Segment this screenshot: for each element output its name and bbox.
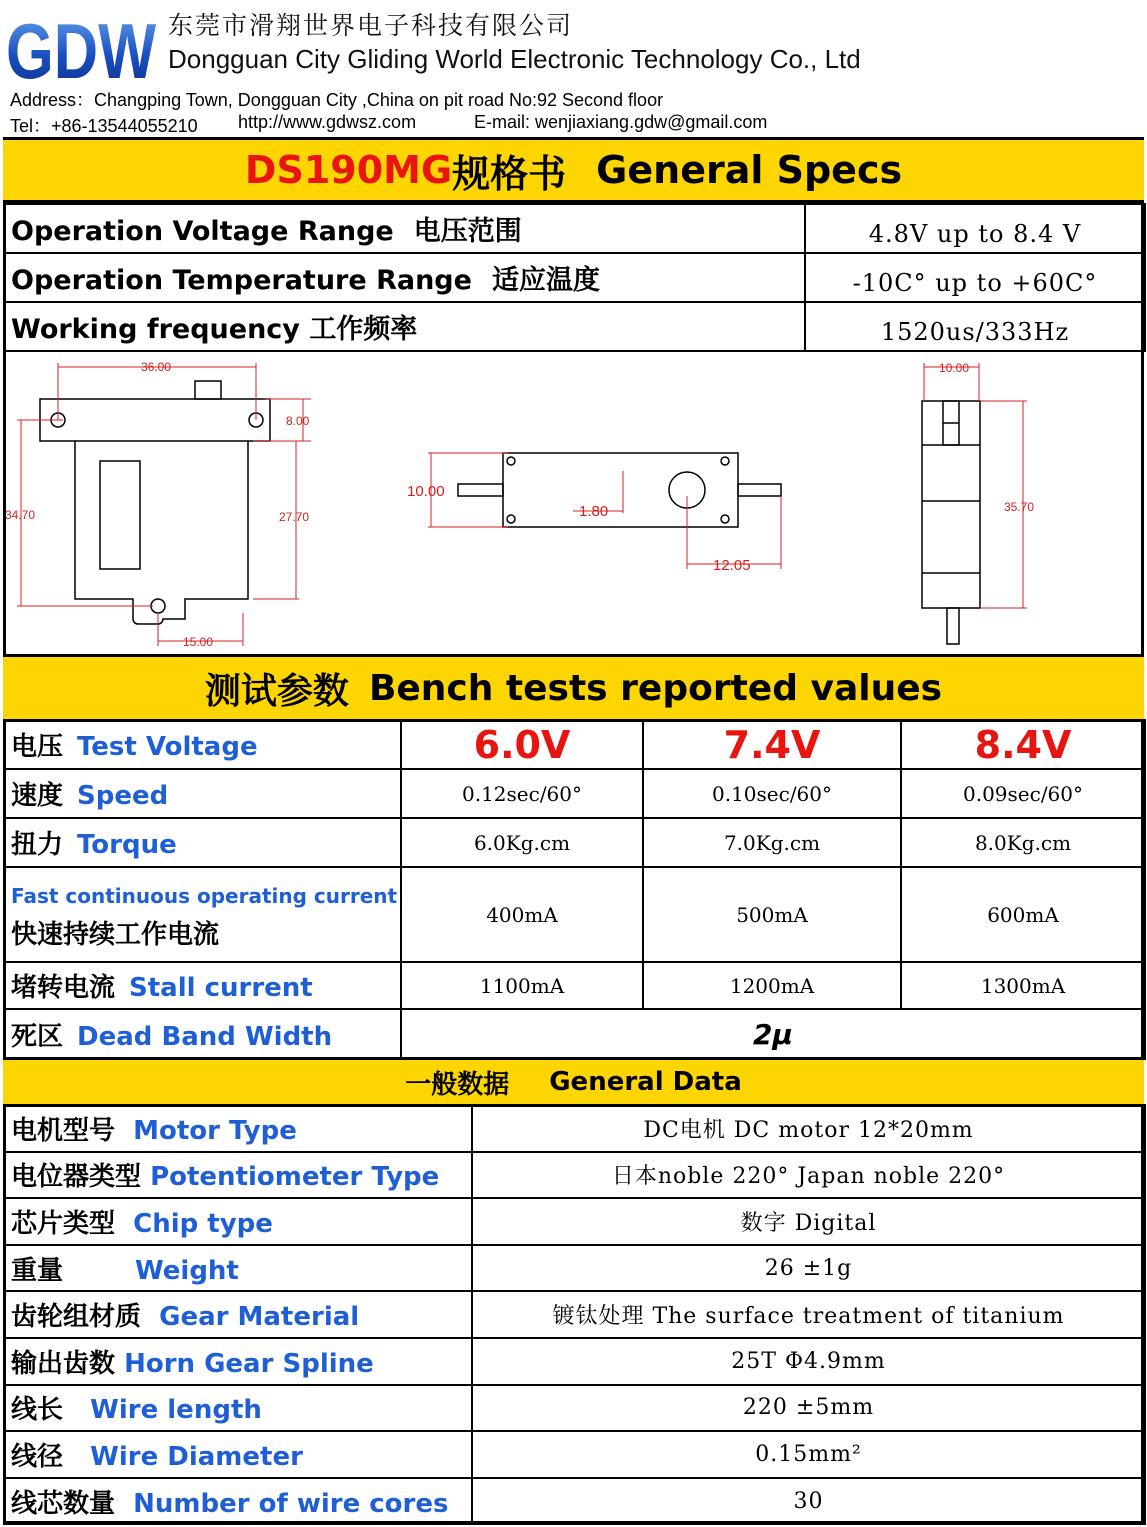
side-view-drawing	[922, 401, 980, 644]
front-view-drawing	[40, 381, 270, 624]
speed-value: 0.12sec/60°	[401, 769, 643, 818]
voltage-value: 7.4V	[643, 720, 901, 769]
chip-type-value: 数字 Digital	[472, 1198, 1145, 1245]
wire-diameter-value: 0.15mm²	[472, 1431, 1145, 1478]
general-title-cn: 一般数据	[405, 1069, 510, 1100]
general-title-en: General Data	[549, 1067, 742, 1097]
gear-material-label: 齿轮组材质 Gear Material	[4, 1291, 472, 1338]
gear-material-value: 镀钛处理 The surface treatment of titanium	[472, 1291, 1145, 1338]
table-row	[4, 818, 1145, 867]
dimension-drawings	[3, 351, 1144, 654]
spec-value: 4.8V up to 8.4 V	[805, 204, 1145, 253]
table-row	[4, 720, 1145, 769]
stall-current-label: 堵转电流 Stall current	[4, 962, 401, 1009]
stall-current-value: 1300mA	[901, 962, 1145, 1009]
chip-type-label: 芯片类型 Chip type	[4, 1198, 472, 1245]
potentiometer-type-value: 日本noble 220° Japan noble 220°	[472, 1152, 1145, 1199]
table-row	[4, 1152, 1145, 1199]
horn-gear-spline-label: 输出齿数 Horn Gear Spline	[4, 1338, 472, 1385]
voltage-value: 6.0V	[401, 720, 643, 769]
table-row	[4, 867, 1145, 962]
weight-label: 重量 Weight	[4, 1245, 472, 1292]
bench-tests-table	[3, 719, 1146, 1060]
motor-type-label: 电机型号 Motor Type	[4, 1105, 472, 1152]
general-specs-table	[3, 203, 1146, 352]
svg-text:36.00: 36.00	[141, 360, 172, 374]
svg-text:10.00: 10.00	[407, 483, 445, 500]
stall-current-value: 1100mA	[401, 962, 643, 1009]
table-row	[4, 1478, 1145, 1525]
svg-text:35.70: 35.70	[1004, 500, 1035, 514]
general-specs-title	[3, 137, 1144, 203]
table-row	[4, 769, 1145, 818]
svg-text:10.00: 10.00	[939, 361, 970, 375]
table-row	[4, 302, 1145, 351]
table-row	[4, 1198, 1145, 1245]
side-view-labels	[939, 361, 1034, 514]
table-row	[4, 1431, 1145, 1478]
voltage-value: 8.4V	[901, 720, 1145, 769]
operating-current-value: 400mA	[401, 867, 643, 962]
svg-text:27.70: 27.70	[279, 510, 310, 524]
spec-label: Operation Temperature Range 适应温度	[4, 253, 805, 302]
speed-value: 0.09sec/60°	[901, 769, 1145, 818]
table-row	[4, 253, 1145, 302]
general-data-table	[3, 1104, 1146, 1525]
table-row	[4, 1385, 1145, 1432]
dead-band-label: 死区 Dead Band Width	[4, 1009, 401, 1059]
wire-length-value: 220 ±5mm	[472, 1385, 1145, 1432]
company-address: Address：Changping Town, Dongguan City ,China on pit road No:92 Second floor	[10, 90, 664, 110]
table-row	[4, 1105, 1145, 1152]
stall-current-value: 1200mA	[643, 962, 901, 1009]
spec-title-cn: 规格书	[452, 151, 567, 196]
table-row	[4, 1291, 1145, 1338]
operating-current-label: Fast continuous operating current 快速持续工作电流	[4, 867, 401, 962]
company-name-en: Dongguan City Gliding World Electronic Technology Co., Ltd	[168, 44, 861, 74]
speed-value: 0.10sec/60°	[643, 769, 901, 818]
operating-current-value: 600mA	[901, 867, 1145, 962]
motor-type-value: DC电机 DC motor 12*20mm	[472, 1105, 1145, 1152]
general-data-title	[3, 1057, 1144, 1107]
table-row	[4, 1338, 1145, 1385]
bench-title-cn: 测试参数	[204, 670, 349, 712]
potentiometer-type-label: 电位器类型 Potentiometer Type	[4, 1152, 472, 1199]
torque-label: 扭力 Torque	[4, 818, 401, 867]
speed-label: 速度 Speed	[4, 769, 401, 818]
voltage-label: 电压 Test Voltage	[4, 720, 401, 769]
wire-length-label: 线长 Wire length	[4, 1385, 472, 1432]
torque-value: 6.0Kg.cm	[401, 818, 643, 867]
horn-gear-spline-value: 25T Φ4.9mm	[472, 1338, 1145, 1385]
svg-text:12.05: 12.05	[713, 557, 751, 574]
torque-value: 8.0Kg.cm	[901, 818, 1145, 867]
spec-value: -10C° up to +60C°	[805, 253, 1145, 302]
gdw-logo	[4, 6, 158, 95]
wire-cores-value: 30	[472, 1478, 1145, 1525]
weight-value: 26 ±1g	[472, 1245, 1145, 1292]
email-link[interactable]: E-mail: wenjiaxiang.gdw@gmail.com	[474, 112, 768, 132]
wire-cores-label: 线芯数量 Number of wire cores	[4, 1478, 472, 1525]
spec-title-en: General Specs	[596, 148, 903, 192]
spec-label: Operation Voltage Range 电压范围	[4, 204, 805, 253]
bench-title-en: Bench tests reported values	[368, 667, 943, 709]
spec-label: Working frequency 工作频率	[4, 302, 805, 351]
table-row	[4, 962, 1145, 1009]
torque-value: 7.0Kg.cm	[643, 818, 901, 867]
company-name-cn: 东莞市滑翔世界电子科技有限公司	[168, 11, 574, 40]
dead-band-value: 2μ	[401, 1009, 1145, 1059]
telephone: Tel：+86-13544055210	[10, 116, 198, 136]
svg-text:GDW: GDW	[6, 7, 157, 95]
wire-diameter-label: 线径 Wire Diameter	[4, 1431, 472, 1478]
svg-text:1.80: 1.80	[579, 503, 609, 520]
operating-current-value: 500mA	[643, 867, 901, 962]
website-link[interactable]: http://www.gdwsz.com	[238, 112, 417, 132]
bench-tests-title	[3, 654, 1144, 722]
table-row	[4, 204, 1145, 253]
model-number: DS190MG	[244, 148, 453, 192]
svg-text:15.00: 15.00	[183, 635, 214, 649]
svg-text:8.00: 8.00	[286, 414, 310, 428]
table-row	[4, 1245, 1145, 1292]
company-header	[0, 0, 1147, 137]
top-view-drawing	[458, 453, 781, 527]
svg-text:34.70: 34.70	[5, 508, 36, 522]
table-row	[4, 1009, 1145, 1059]
spec-value: 1520us/333Hz	[805, 302, 1145, 351]
